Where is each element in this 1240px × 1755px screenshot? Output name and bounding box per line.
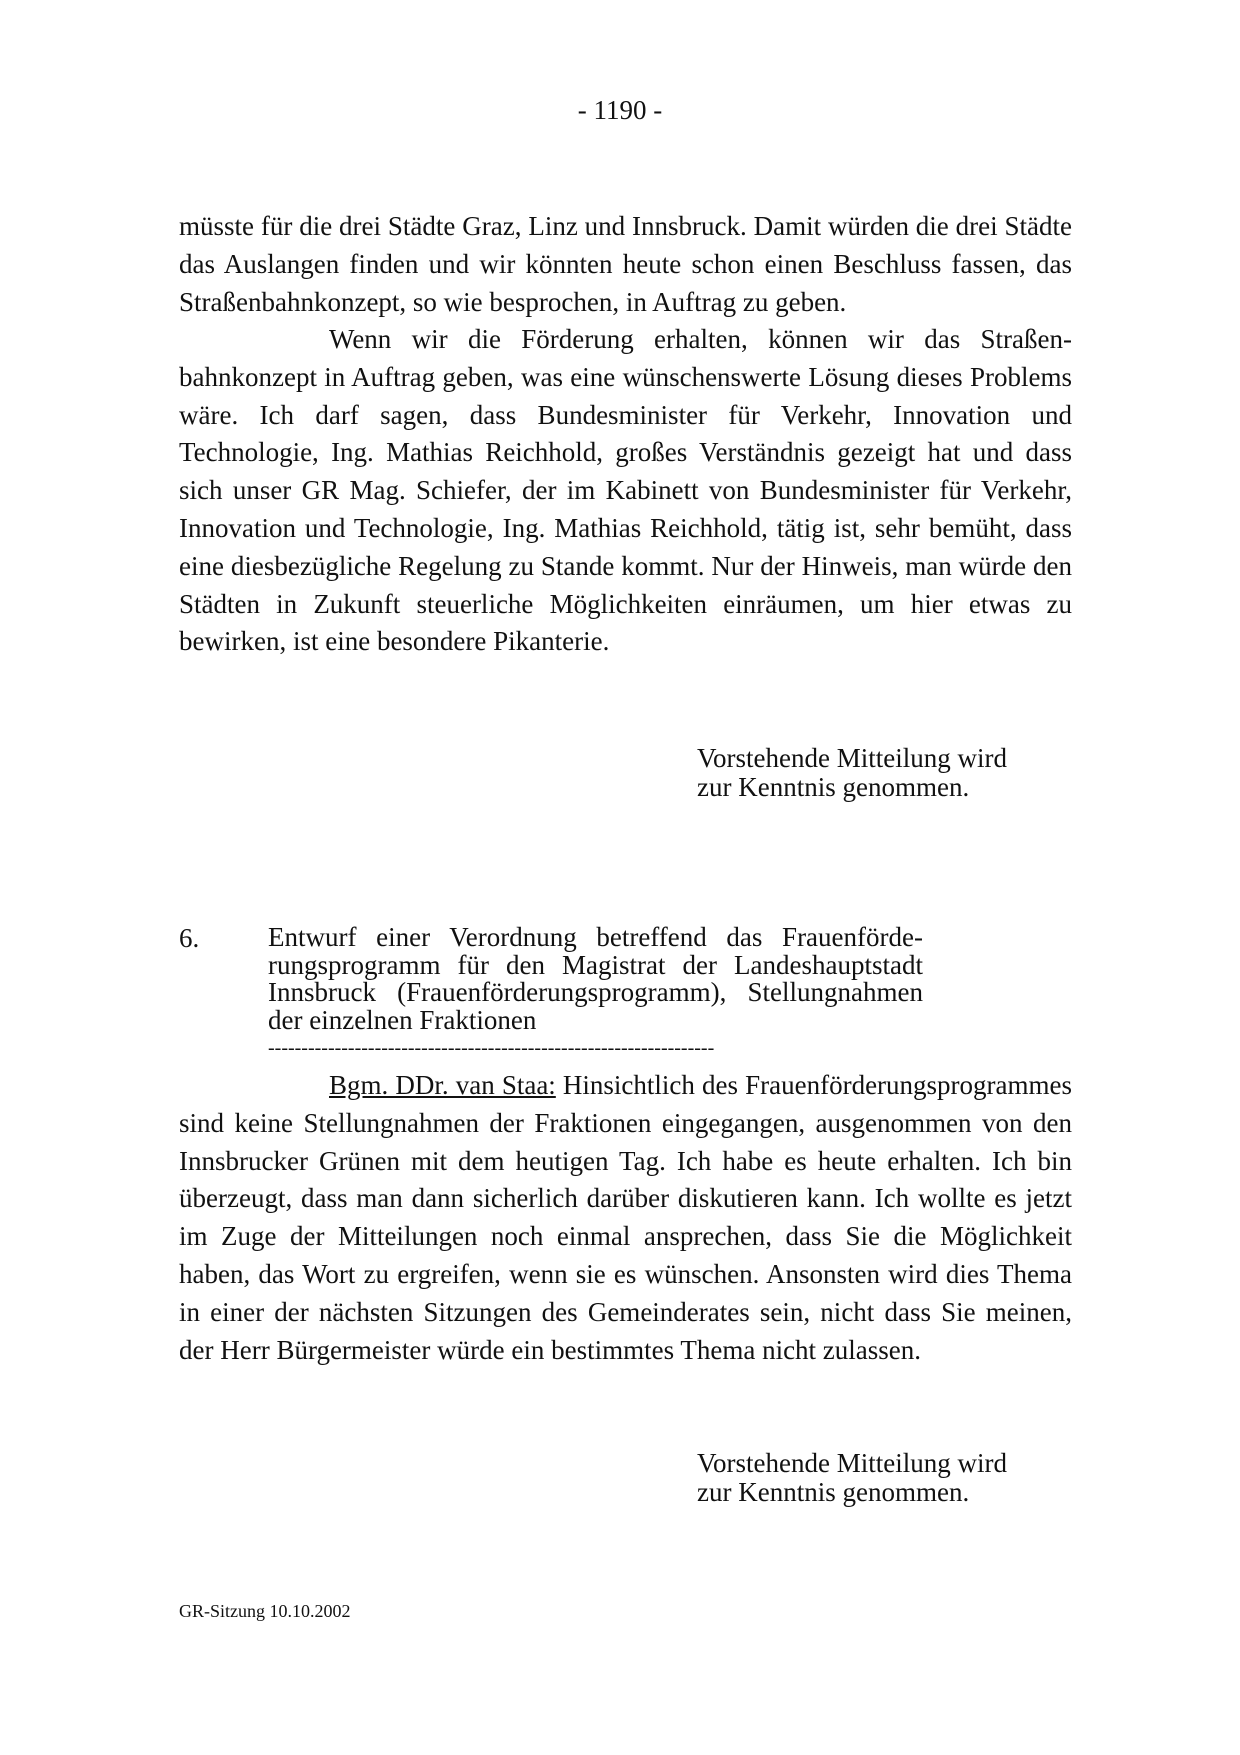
paragraph-funding: Wenn wir die Förderung erhalten, können wir das Straßenbahnkonzept in Auftrag geben, was eine wünschenswerte Lösung dieses Problems wäre. Ich darf sagen, dass Bundesminister für Verkehr, Innovation und Technologie, Ing. Mathias Reichhold, großes Verständnis gezeigt hat und dass sich unser GR Mag. Schiefer, der im Kabinett von Bundesminister für Verkehr, Innovation und Technologie, Ing. Mathias Reichhold, tätig ist, sehr bemüht, dass eine diesbezügliche Regelung zu Stande kommt. Nur der Hinweis, man würde den Städten in Zukunft steuerliche Möglichkeiten einräumen, um hier etwas zu bewirken, ist eine besondere Pikanterie. <box>179 324 1072 657</box>
notice-acknowledged-1 <box>697 744 1097 802</box>
agenda-item-title: Entwurf einer Verordnung betreffend das Frauenförderungsprogramm für den Magistrat der Landeshauptstadt Innsbruck (Frauenförderungsprogramm), Stellungnahmen der einzelnen Fraktionen <box>268 922 923 1035</box>
notice-line-2: zur Kenntnis genommen. <box>697 772 970 802</box>
page-number: - 1190 - <box>577 95 663 125</box>
speaker-name: Bgm. DDr. van Staa: <box>329 1070 556 1100</box>
notice-line-1: Vorstehende Mitteilung wird <box>697 743 1007 773</box>
agenda-item-separator: ------------------------------------------------------------------- <box>268 1038 715 1058</box>
notice-line-2: zur Kenntnis genommen. <box>697 1477 970 1507</box>
notice-acknowledged-2 <box>697 1449 1097 1507</box>
agenda-item-number: 6. <box>179 923 200 953</box>
statement-text: Hinsichtlich des Frauenförderungsprogrammes sind keine Stellungnahmen der Fraktionen eingegangen, ausgenommen von den Innsbrucker Grünen mit dem heutigen Tag. Ich habe es heute erhalten. Ich bin überzeugt, dass man dann sicherlich darüber diskutieren kann. Ich wollte es jetzt im Zuge der Mitteilungen noch einmal ansprechen, dass Sie die Möglichkeit haben, das Wort zu ergreifen, wenn sie es wünschen. Ansonsten wird dies Thema in einer der nächsten Sitzungen des Gemeinderates sein, nicht dass Sie meinen, der Herr Bürgermeister würde ein bestimmtes Thema nicht zulassen. <box>179 1070 1073 1365</box>
notice-line-1: Vorstehende Mitteilung wird <box>697 1448 1007 1478</box>
paragraph-continuation: müsste für die drei Städte Graz, Linz und Innsbruck. Damit würden die drei Städte das Auslangen finden und wir könnten heute schon einen Beschluss fassen, das Straßenbahnkonzept, so wie besprochen, in Auftrag zu geben. <box>179 211 1072 317</box>
footer-session-date: GR-Sitzung 10.10.2002 <box>179 1601 351 1621</box>
paragraph-statement <box>179 1067 1072 1369</box>
